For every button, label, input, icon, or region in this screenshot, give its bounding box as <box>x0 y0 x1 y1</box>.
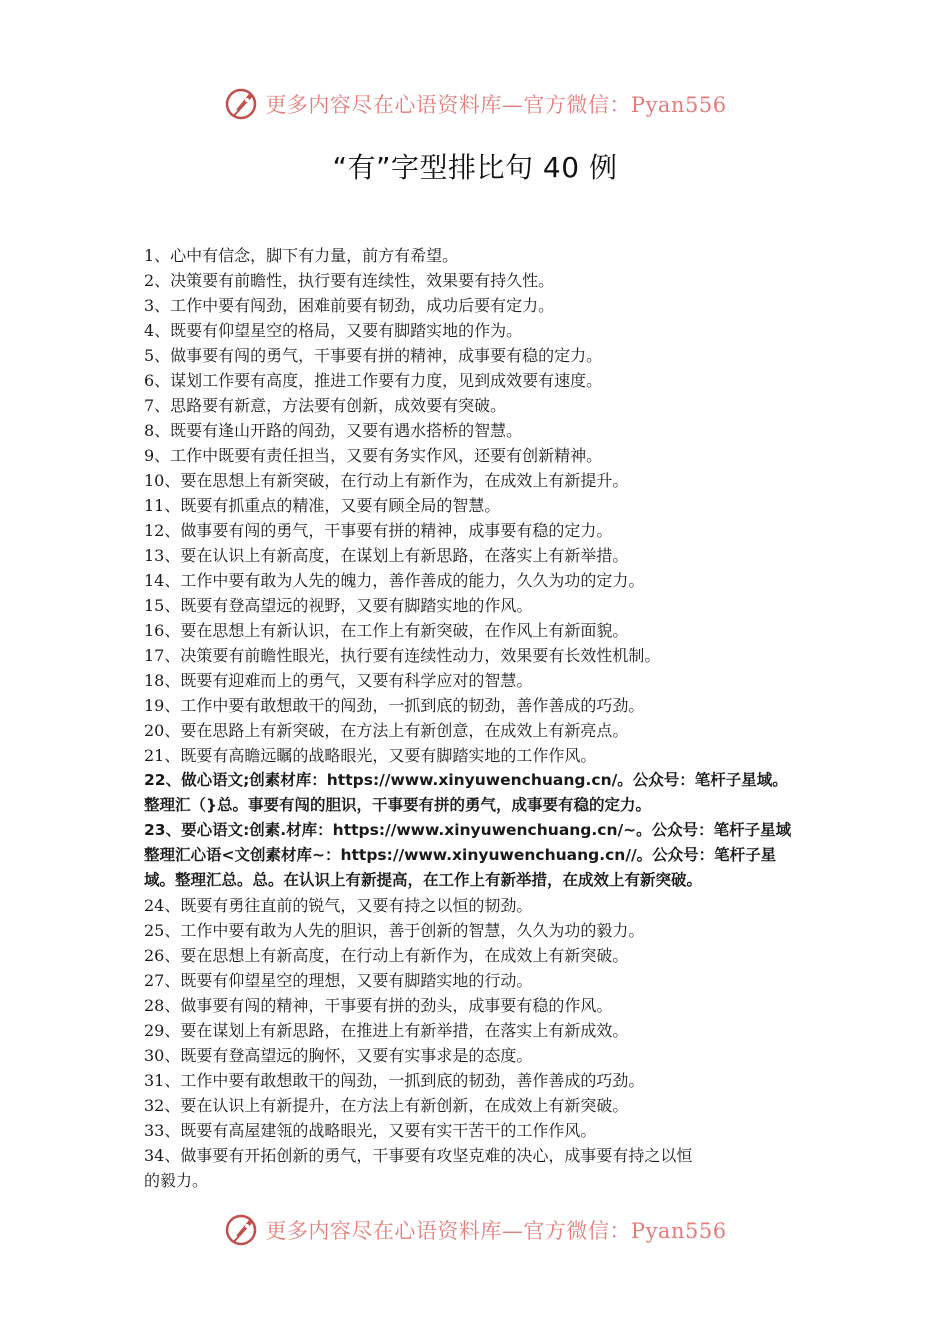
list-item: 8、既要有逢山开路的闯劲，又要有遇水搭桥的智慧。 <box>144 421 523 440</box>
list-item: 26、要在思想上有新高度，在行动上有新作为，在成效上有新突破。 <box>144 946 629 965</box>
list-item: 14、工作中要有敢为人先的魄力，善作善成的能力，久久为功的定力。 <box>144 571 645 590</box>
list-item: 7、思路要有新意，方法要有创新，成效要有突破。 <box>144 396 507 415</box>
list-item: 16、要在思想上有新认识，在工作上有新突破，在作风上有新面貌。 <box>144 621 629 640</box>
sentence-list <box>144 243 812 1193</box>
quill-pen-icon <box>223 1212 259 1248</box>
list-item: 3、工作中要有闯劲，困难前要有韧劲，成功后要有定力。 <box>144 296 555 315</box>
list-item-ad-text: 域。整理汇总。总。在认识上有新提高，在工作上有新举措，在成效上有新突破。 <box>144 871 703 889</box>
page-title: “有”字型排比句 40 例 <box>332 151 618 184</box>
list-item: 33、既要有高屋建瓴的战略眼光，又要有实干苦干的工作作风。 <box>144 1121 597 1140</box>
list-item: 21、既要有高瞻远瞩的战略眼光，又要有脚踏实地的工作作风。 <box>144 746 597 765</box>
list-item: 10、要在思想上有新突破，在行动上有新作为，在成效上有新提升。 <box>144 471 629 490</box>
list-item: 2、决策要有前瞻性，执行要有连续性，效果要有持久性。 <box>144 271 555 290</box>
list-item: 6、谋划工作要有高度，推进工作要有力度，见到成效要有速度。 <box>144 371 603 390</box>
watermark-text: 更多内容尽在心语资料库—官方微信：Pyan556 <box>265 1219 727 1243</box>
list-item: 15、既要有登高望远的视野，又要有脚踏实地的作风。 <box>144 596 533 615</box>
list-item: 34、做事要有开拓创新的勇气，干事要有攻坚克难的决心，成事要有持之以恒 <box>144 1146 693 1165</box>
list-item-ad-text: 23、要心语文:创素.材库：https://www.xinyuwenchuang.cn/~。公众号：笔杆子星域 <box>144 821 792 839</box>
header-watermark-banner <box>0 82 950 126</box>
list-item: 32、要在认识上有新提升，在方法上有新创新，在成效上有新突破。 <box>144 1096 629 1115</box>
list-item: 29、要在谋划上有新思路，在推进上有新举措，在落实上有新成效。 <box>144 1021 629 1040</box>
list-item: 5、做事要有闯的勇气，干事要有拼的精神，成事要有稳的定力。 <box>144 346 603 365</box>
list-item: 20、要在思路上有新突破，在方法上有新创意，在成效上有新亮点。 <box>144 721 629 740</box>
list-item: 24、既要有勇往直前的锐气，又要有持之以恒的韧劲。 <box>144 896 533 915</box>
list-item: 18、既要有迎难而上的勇气，又要有科学应对的智慧。 <box>144 671 533 690</box>
list-item: 的毅力。 <box>144 1171 209 1190</box>
list-item: 30、既要有登高望远的胸怀，又要有实事求是的态度。 <box>144 1046 533 1065</box>
list-item: 19、工作中要有敢想敢干的闯劲，一抓到底的韧劲，善作善成的巧劲。 <box>144 696 645 715</box>
watermark-text: 更多内容尽在心语资料库—官方微信：Pyan556 <box>265 93 727 117</box>
list-item: 11、既要有抓重点的精准，又要有顾全局的智慧。 <box>144 496 501 515</box>
list-item-ad-text: 整理汇心语<文创素材库~：https://www.xinyuwenchuang.cn//。公众号：笔杆子星 <box>144 846 777 864</box>
list-item: 9、工作中既要有责任担当，又要有务实作风，还要有创新精神。 <box>144 446 603 465</box>
list-item: 1、心中有信念，脚下有力量，前方有希望。 <box>144 246 459 265</box>
list-item: 31、工作中要有敢想敢干的闯劲，一抓到底的韧劲，善作善成的巧劲。 <box>144 1071 645 1090</box>
list-item: 25、工作中要有敢为人先的胆识，善于创新的智慧，久久为功的毅力。 <box>144 921 645 940</box>
list-item-ad-text: 整理汇（}总。事要有闯的胆识，干事要有拼的勇气，成事要有稳的定力。 <box>144 796 652 814</box>
list-item: 17、决策要有前瞻性眼光，执行要有连续性动力，效果要有长效性机制。 <box>144 646 661 665</box>
quill-pen-icon <box>223 86 259 122</box>
footer-watermark-banner <box>0 1208 950 1252</box>
list-item: 13、要在认识上有新高度，在谋划上有新思路，在落实上有新举措。 <box>144 546 629 565</box>
list-item: 28、做事要有闯的精神，干事要有拼的劲头，成事要有稳的作风。 <box>144 996 613 1015</box>
list-item: 4、既要有仰望星空的格局，又要有脚踏实地的作为。 <box>144 321 523 340</box>
list-item: 12、做事要有闯的勇气，干事要有拼的精神，成事要有稳的定力。 <box>144 521 613 540</box>
list-item-ad-text: 22、做心语文;创素材库：https://www.xinyuwenchuang.cn/。公众号：笔杆子星域。 <box>144 771 788 789</box>
list-item: 27、既要有仰望星空的理想，又要有脚踏实地的行动。 <box>144 971 533 990</box>
